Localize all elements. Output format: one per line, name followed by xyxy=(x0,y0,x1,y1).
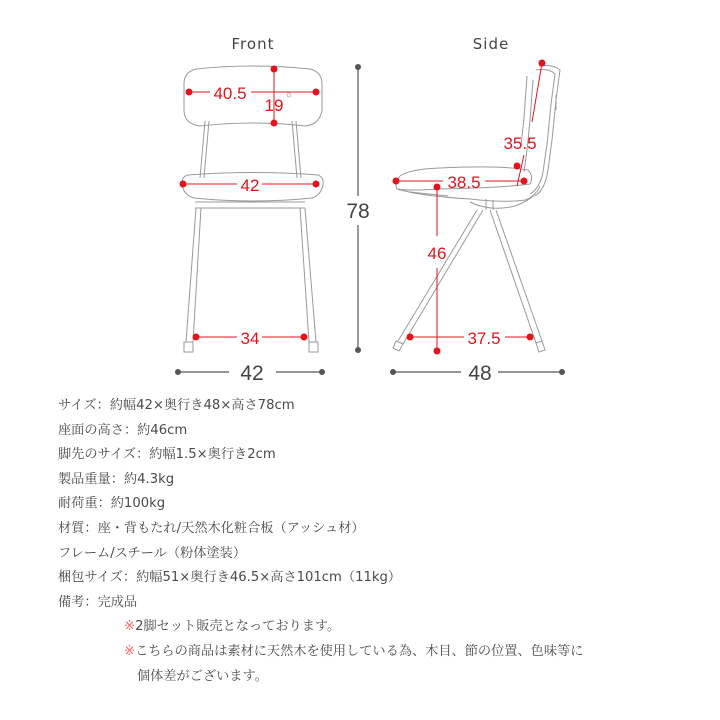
spec-row-seat-height xyxy=(58,419,583,444)
separator: ： xyxy=(123,422,138,438)
front-backrest-height: 19 xyxy=(264,96,284,115)
side-foot-span: 37.5 xyxy=(467,329,501,348)
side-backrest-height: 35.5 xyxy=(503,134,537,153)
spec-value: 約幅51×奥行き46.5×高さ101cm（11kg） xyxy=(136,570,402,586)
spec-row-load-capacity xyxy=(58,492,583,517)
spec-value: 約幅42×奥行き48×高さ78cm xyxy=(109,398,295,413)
spec-row-size xyxy=(58,394,583,419)
spec-value: 約46cm xyxy=(137,422,188,438)
reference-mark-icon: ※ xyxy=(124,619,136,635)
spec-label: 材質 xyxy=(58,520,85,536)
side-red-dimensions xyxy=(393,60,546,355)
reference-mark-icon: ※ xyxy=(124,643,136,659)
separator: ： xyxy=(96,398,110,413)
side-view-label: Side xyxy=(472,35,510,53)
front-chair-outline xyxy=(182,66,323,352)
side-chair-outline xyxy=(393,66,560,353)
spec-row-weight xyxy=(58,468,583,493)
side-seat-depth: 38.5 xyxy=(447,173,481,192)
front-seat-width: 42 xyxy=(240,176,260,195)
note-natural-wood-continued: 個体差がございます。 xyxy=(137,668,268,684)
spec-label: 備考 xyxy=(58,594,85,610)
spec-label: 梱包サイズ xyxy=(58,570,123,586)
front-overall-width: 42 xyxy=(240,362,264,385)
screw-icon xyxy=(287,93,291,97)
spec-row-foot-size xyxy=(58,443,583,468)
overall-height: 78 xyxy=(346,200,370,223)
side-seat-height: 46 xyxy=(427,244,447,263)
separator: ： xyxy=(110,471,124,487)
note-natural-wood xyxy=(58,640,583,665)
spec-value: 完成品 xyxy=(97,594,138,610)
spec-label: 脚先のサイズ xyxy=(58,447,137,463)
spec-row-package-size xyxy=(58,566,583,591)
note-text: 2脚セット販売となっております。 xyxy=(135,619,341,635)
spec-value: フレーム/スチール（粉体塗装） xyxy=(58,545,247,561)
spec-label: 耐荷重 xyxy=(58,496,98,512)
spec-row-frame-material xyxy=(58,542,583,567)
front-view-label: Front xyxy=(231,35,275,53)
note-set-of-two xyxy=(58,615,583,640)
spec-value: 約幅1.5×奥行き2cm xyxy=(149,447,276,463)
separator: ： xyxy=(136,447,150,463)
separator: ： xyxy=(122,570,137,586)
spec-label: サイズ xyxy=(58,398,97,413)
spec-label: 座面の高さ xyxy=(58,422,124,438)
spec-label: 製品重量 xyxy=(58,471,111,487)
note-text: こちらの商品は素材に天然木を使用している為、木目、節の位置、色味等に xyxy=(135,643,584,659)
spec-list xyxy=(58,394,583,689)
front-red-dimensions xyxy=(180,66,320,341)
spec-row-remarks xyxy=(58,591,583,616)
front-foot-span: 34 xyxy=(240,329,260,348)
spec-value: 座・背もたれ/天然木化粧合板（アッシュ材） xyxy=(97,520,365,536)
spec-value: 約100kg xyxy=(110,496,166,512)
side-overall-depth: 48 xyxy=(468,362,492,385)
separator: ： xyxy=(97,496,111,512)
separator: ： xyxy=(84,520,98,536)
spec-row-material xyxy=(58,517,583,542)
front-backrest-width: 40.5 xyxy=(213,84,247,103)
spec-value: 約4.3kg xyxy=(123,471,175,487)
separator: ： xyxy=(84,594,98,610)
